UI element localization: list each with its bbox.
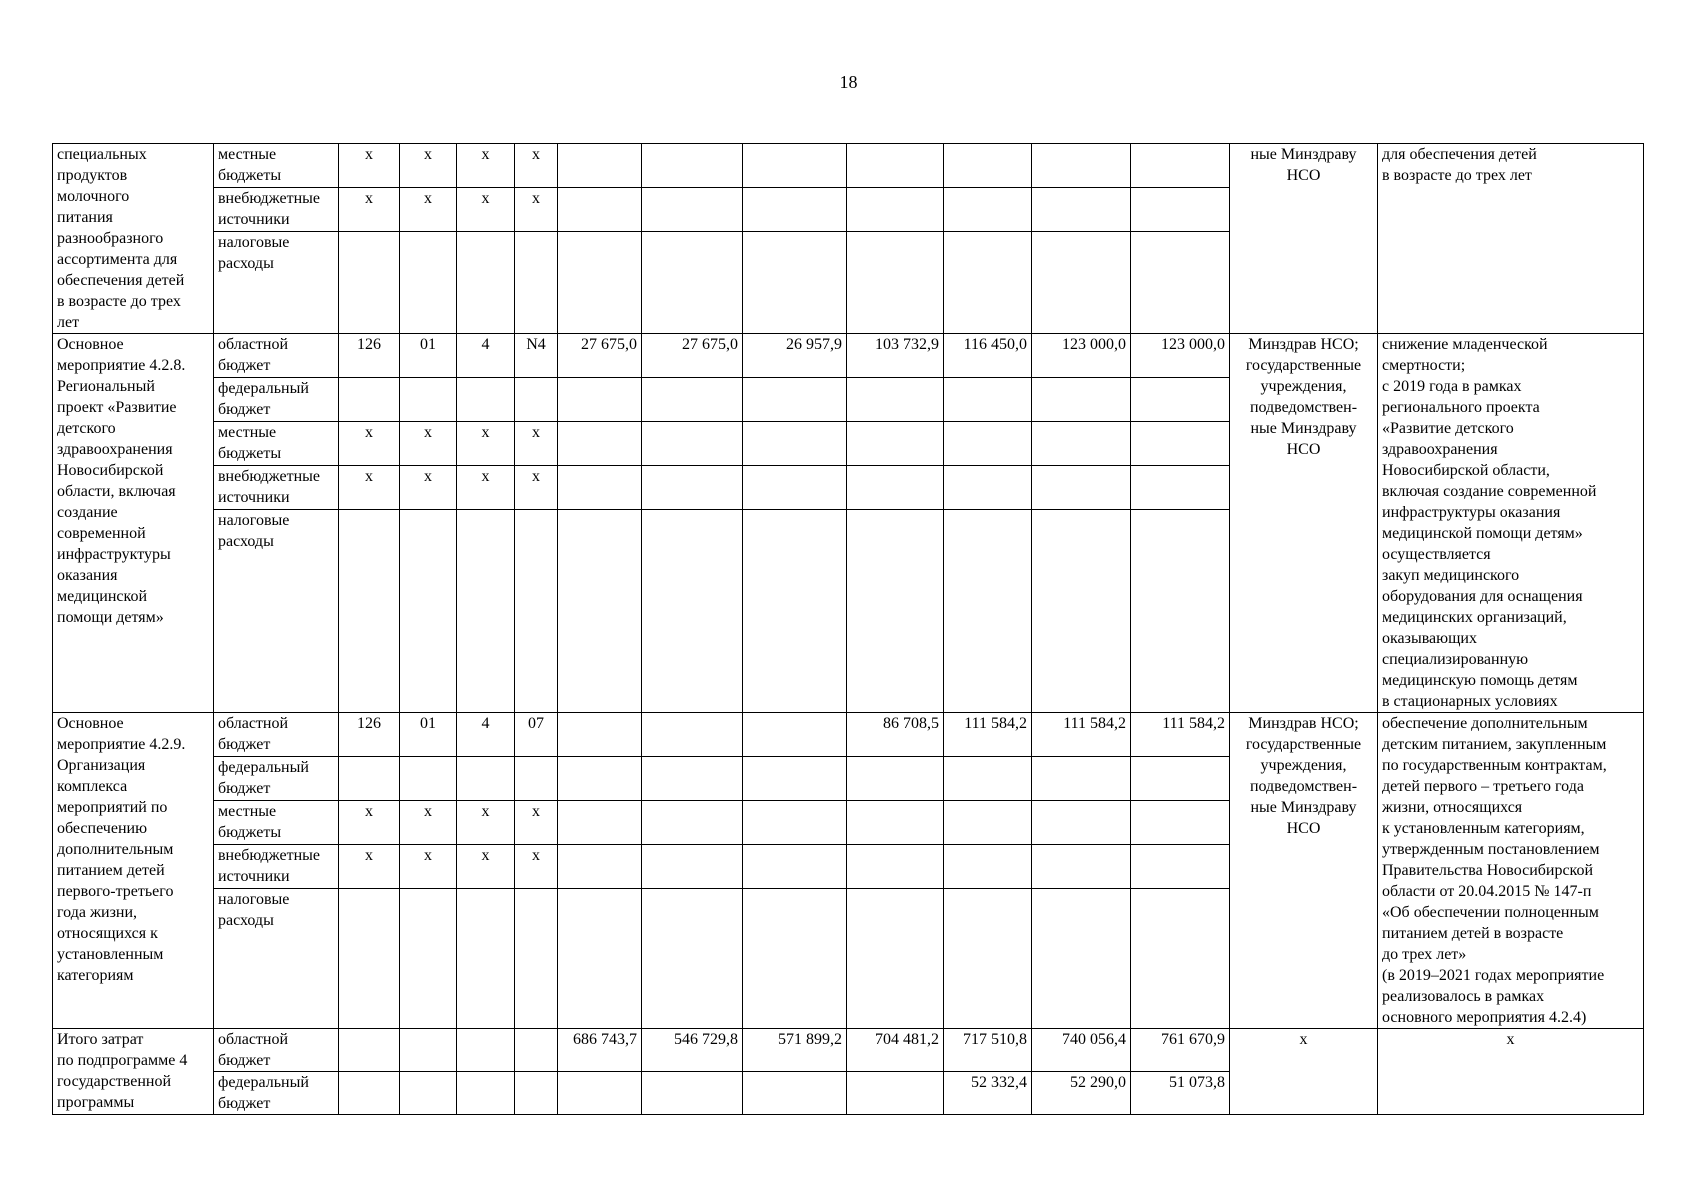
amount-cell [1131, 844, 1230, 888]
budget-code-cell [400, 1072, 457, 1115]
budget-code-cell [457, 1072, 515, 1115]
budget-code-cell [457, 509, 515, 712]
budget-code-cell: 01 [400, 713, 457, 757]
budget-code-cell: х [515, 144, 558, 188]
amount-cell [558, 231, 642, 333]
budget-code-cell: х [339, 800, 400, 844]
budget-code-cell: х [339, 421, 400, 465]
table-row [53, 1029, 1644, 1072]
amount-cell [558, 713, 642, 757]
budget-code-cell: х [457, 187, 515, 231]
funding-source-cell: федеральный бюджет [214, 1072, 339, 1115]
amount-cell: 27 675,0 [558, 334, 642, 378]
budget-code-cell: 126 [339, 334, 400, 378]
budget-code-cell [457, 1029, 515, 1072]
budget-code-cell [339, 1072, 400, 1115]
amount-cell [847, 800, 944, 844]
budget-code-cell: х [515, 421, 558, 465]
amount-cell [1032, 465, 1131, 509]
amount-cell: 761 670,9 [1131, 1029, 1230, 1072]
amount-cell [642, 844, 743, 888]
amount-cell [558, 509, 642, 712]
budget-code-cell [339, 1029, 400, 1072]
budget-code-cell: 07 [515, 713, 558, 757]
funding-source-cell: налоговые расходы [214, 888, 339, 1028]
amount-cell [1131, 888, 1230, 1028]
amount-cell [944, 231, 1032, 333]
amount-cell: 740 056,4 [1032, 1029, 1131, 1072]
amount-cell [558, 844, 642, 888]
amount-cell [1032, 509, 1131, 712]
budget-code-cell [400, 1029, 457, 1072]
table-row [53, 144, 1644, 188]
budget-code-cell [457, 377, 515, 421]
executor-cell: х [1230, 1029, 1378, 1115]
funding-source-cell: местные бюджеты [214, 800, 339, 844]
amount-cell: 103 732,9 [847, 334, 944, 378]
funding-source-cell: налоговые расходы [214, 509, 339, 712]
amount-cell: 86 708,5 [847, 713, 944, 757]
activity-name-cell: специальных продуктов молочного питания разнообразного ассортимента для обеспечения детей в возрасте до трех лет [53, 144, 214, 334]
amount-cell [558, 377, 642, 421]
amount-cell [642, 509, 743, 712]
amount-cell [558, 144, 642, 188]
amount-cell: 51 073,8 [1131, 1072, 1230, 1115]
amount-cell: 111 584,2 [1032, 713, 1131, 757]
amount-cell: 26 957,9 [743, 334, 847, 378]
activity-name-cell: Основное мероприятие 4.2.9. Организация комплекса мероприятий по обеспечению дополнительным питанием детей первого-третьего года жизни, относящихся к установленным категориям [53, 713, 214, 1029]
budget-code-cell: х [457, 844, 515, 888]
amount-cell [944, 144, 1032, 188]
expected-result-cell: х [1378, 1029, 1644, 1115]
budget-code-cell [339, 509, 400, 712]
amount-cell [1032, 756, 1131, 800]
budget-code-cell [400, 756, 457, 800]
budget-code-cell: х [457, 144, 515, 188]
budget-code-cell: х [400, 800, 457, 844]
budget-code-cell [339, 756, 400, 800]
budget-code-cell [515, 888, 558, 1028]
amount-cell [1032, 187, 1131, 231]
funding-source-cell: областной бюджет [214, 1029, 339, 1072]
amount-cell [847, 187, 944, 231]
budget-code-cell [515, 1029, 558, 1072]
budget-code-cell [515, 756, 558, 800]
table-row [53, 334, 1644, 378]
amount-cell [1131, 231, 1230, 333]
budget-code-cell [400, 509, 457, 712]
budget-code-cell: х [515, 465, 558, 509]
amount-cell [1032, 421, 1131, 465]
amount-cell [743, 844, 847, 888]
amount-cell [642, 187, 743, 231]
amount-cell [847, 465, 944, 509]
budget-code-cell [339, 231, 400, 333]
amount-cell [944, 377, 1032, 421]
budget-code-cell: х [457, 800, 515, 844]
amount-cell [642, 713, 743, 757]
amount-cell [642, 144, 743, 188]
budget-code-cell: х [400, 187, 457, 231]
amount-cell [558, 465, 642, 509]
expected-result-cell: для обеспечения детей в возрасте до трех лет [1378, 144, 1644, 334]
amount-cell [743, 713, 847, 757]
amount-cell: 546 729,8 [642, 1029, 743, 1072]
amount-cell: 111 584,2 [1131, 713, 1230, 757]
amount-cell [642, 756, 743, 800]
amount-cell [944, 756, 1032, 800]
budget-code-cell [515, 1072, 558, 1115]
budget-code-cell: N4 [515, 334, 558, 378]
amount-cell [558, 187, 642, 231]
amount-cell [558, 800, 642, 844]
executor-cell: Минздрав НСО; государственные учреждения, подведомствен- ные Минздраву НСО [1230, 713, 1378, 1029]
amount-cell [1131, 144, 1230, 188]
amount-cell: 571 899,2 [743, 1029, 847, 1072]
amount-cell [743, 1072, 847, 1115]
budget-code-cell: 126 [339, 713, 400, 757]
amount-cell [1131, 465, 1230, 509]
budget-code-cell [339, 888, 400, 1028]
funding-source-cell: областной бюджет [214, 713, 339, 757]
amount-cell: 27 675,0 [642, 334, 743, 378]
amount-cell [1131, 800, 1230, 844]
amount-cell [847, 231, 944, 333]
budget-code-cell: х [339, 465, 400, 509]
funding-source-cell: налоговые расходы [214, 231, 339, 333]
budget-code-cell [515, 377, 558, 421]
amount-cell [642, 1072, 743, 1115]
amount-cell [743, 231, 847, 333]
amount-cell [1131, 756, 1230, 800]
budget-code-cell [400, 888, 457, 1028]
budget-code-cell: х [515, 187, 558, 231]
activity-name-cell: Основное мероприятие 4.2.8. Региональный проект «Развитие детского здравоохранения Новосибирской области, включая создание современной инфраструктуры оказания медицинской помощи детям» [53, 334, 214, 713]
funding-source-cell: федеральный бюджет [214, 377, 339, 421]
amount-cell: 686 743,7 [558, 1029, 642, 1072]
funding-source-cell: внебюджетные источники [214, 844, 339, 888]
funding-source-cell: внебюджетные источники [214, 187, 339, 231]
budget-code-cell [457, 888, 515, 1028]
budget-code-cell [400, 377, 457, 421]
budget-code-cell [515, 509, 558, 712]
amount-cell [743, 800, 847, 844]
amount-cell [642, 800, 743, 844]
amount-cell [558, 1072, 642, 1115]
amount-cell: 717 510,8 [944, 1029, 1032, 1072]
budget-code-cell: 4 [457, 713, 515, 757]
expected-result-cell: обеспечение дополнительным детским питанием, закупленным по государственным контрактам, детей первого – третьего года жизни, относящихся к установленным категориям, утвержденным постановлением Правительства Новосибирской области от 20.04.2015 № 147-п «Об обеспечении полноценным питанием детей в возрасте до трех лет» (в 2019–2021 годах мероприятие реализовалось в рамках основного мероприятия 4.2.4) [1378, 713, 1644, 1029]
amount-cell [847, 421, 944, 465]
table-row [53, 713, 1644, 757]
budget-code-cell [457, 231, 515, 333]
budget-code-cell: х [457, 421, 515, 465]
amount-cell [1032, 144, 1131, 188]
funding-source-cell: местные бюджеты [214, 144, 339, 188]
amount-cell [642, 888, 743, 1028]
amount-cell [642, 377, 743, 421]
budget-code-cell [400, 231, 457, 333]
amount-cell [642, 465, 743, 509]
amount-cell [743, 187, 847, 231]
amount-cell [558, 756, 642, 800]
expected-result-cell: снижение младенческой смертности; с 2019 года в рамках регионального проекта «Развитие детского здравоохранения Новосибирской области, включая создание современной инфраструктуры оказания медицинской помощи детям» осуществляется закуп медицинского оборудования для оснащения медицинских организаций, оказывающих специализированную медицинскую помощь детям в стационарных условиях [1378, 334, 1644, 713]
amount-cell [1131, 421, 1230, 465]
amount-cell: 52 290,0 [1032, 1072, 1131, 1115]
amount-cell [847, 844, 944, 888]
amount-cell [642, 421, 743, 465]
amount-cell [944, 509, 1032, 712]
table-body [53, 144, 1644, 1115]
amount-cell [944, 187, 1032, 231]
amount-cell [847, 509, 944, 712]
amount-cell: 111 584,2 [944, 713, 1032, 757]
amount-cell [743, 377, 847, 421]
amount-cell: 52 332,4 [944, 1072, 1032, 1115]
budget-code-cell [457, 756, 515, 800]
funding-source-cell: областной бюджет [214, 334, 339, 378]
budget-code-cell: х [400, 421, 457, 465]
amount-cell [743, 144, 847, 188]
budget-code-cell: х [400, 844, 457, 888]
budget-code-cell [515, 231, 558, 333]
amount-cell: 123 000,0 [1032, 334, 1131, 378]
amount-cell [642, 231, 743, 333]
amount-cell [743, 465, 847, 509]
budget-code-cell: х [515, 844, 558, 888]
budget-code-cell: х [400, 144, 457, 188]
amount-cell [743, 421, 847, 465]
budget-code-cell: х [339, 844, 400, 888]
amount-cell [944, 465, 1032, 509]
amount-cell [1032, 377, 1131, 421]
amount-cell [1032, 231, 1131, 333]
page-number: 18 [839, 72, 858, 92]
amount-cell [1131, 509, 1230, 712]
amount-cell [847, 144, 944, 188]
budget-table [52, 143, 1644, 1115]
amount-cell [1131, 377, 1230, 421]
amount-cell [944, 888, 1032, 1028]
amount-cell [743, 888, 847, 1028]
amount-cell [1032, 888, 1131, 1028]
amount-cell [847, 1072, 944, 1115]
amount-cell: 123 000,0 [1131, 334, 1230, 378]
budget-code-cell [339, 377, 400, 421]
amount-cell: 116 450,0 [944, 334, 1032, 378]
budget-code-cell: х [457, 465, 515, 509]
amount-cell [743, 756, 847, 800]
budget-code-cell: 4 [457, 334, 515, 378]
funding-source-cell: местные бюджеты [214, 421, 339, 465]
amount-cell: 704 481,2 [847, 1029, 944, 1072]
budget-code-cell: х [515, 800, 558, 844]
budget-code-cell: х [339, 187, 400, 231]
amount-cell [558, 888, 642, 1028]
budget-code-cell: х [339, 144, 400, 188]
amount-cell [743, 509, 847, 712]
amount-cell [558, 421, 642, 465]
amount-cell [944, 844, 1032, 888]
budget-code-cell: 01 [400, 334, 457, 378]
executor-cell: Минздрав НСО; государственные учреждения, подведомствен- ные Минздраву НСО [1230, 334, 1378, 713]
funding-source-cell: внебюджетные источники [214, 465, 339, 509]
amount-cell [1032, 844, 1131, 888]
amount-cell [1131, 187, 1230, 231]
amount-cell [944, 800, 1032, 844]
amount-cell [847, 377, 944, 421]
amount-cell [847, 756, 944, 800]
executor-cell: ные Минздраву НСО [1230, 144, 1378, 334]
funding-source-cell: федеральный бюджет [214, 756, 339, 800]
amount-cell [847, 888, 944, 1028]
amount-cell [1032, 800, 1131, 844]
budget-code-cell: х [400, 465, 457, 509]
amount-cell [944, 421, 1032, 465]
activity-name-cell: Итого затрат по подпрограмме 4 государственной программы [53, 1029, 214, 1115]
